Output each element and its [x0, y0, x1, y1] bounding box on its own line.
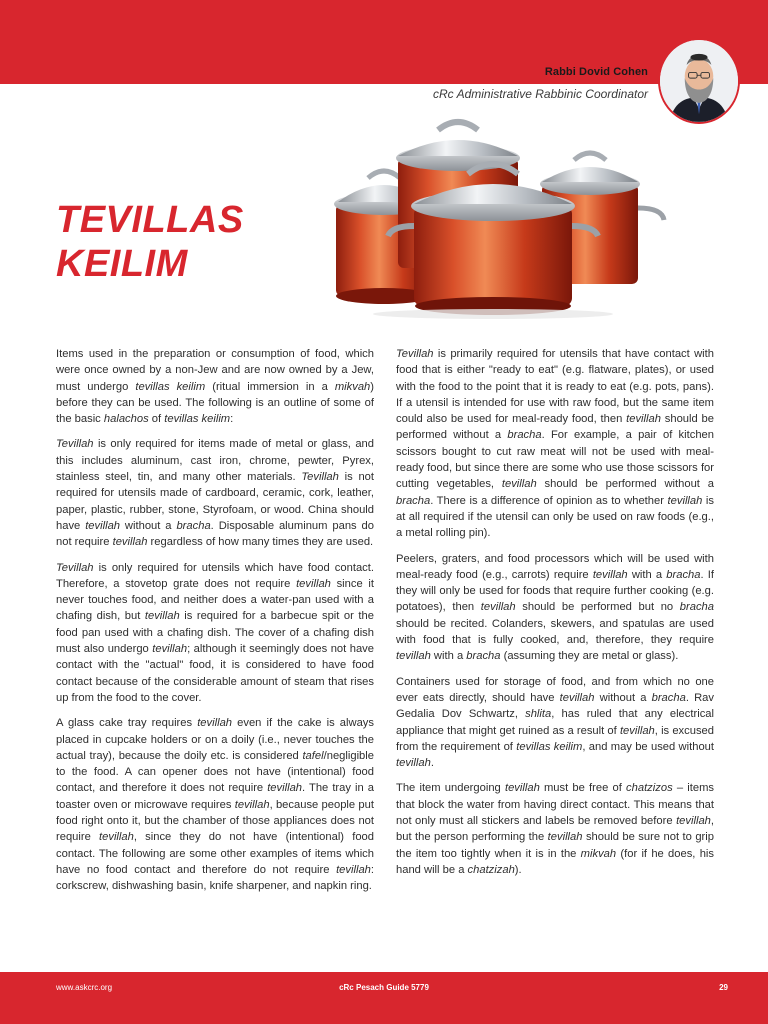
term: tevillah [197, 717, 233, 730]
text: (assuming they are metal or glass). [500, 650, 679, 663]
page-number: 29 [719, 983, 728, 992]
author-name: Rabbi Dovid Cohen [544, 66, 648, 78]
term: tevillah [234, 798, 270, 811]
term: tevillah [296, 577, 331, 590]
term: tevillah [85, 519, 121, 532]
text: , and may be used without [582, 740, 714, 753]
term: mikvah [334, 380, 371, 393]
article-column-right [396, 346, 714, 887]
paragraph-8 [396, 780, 714, 878]
term: tevillah [336, 863, 371, 876]
term: shlita [525, 708, 552, 721]
text: Items used in the preparation or consumption of food, which were once owned by a non-Jew and are now owned by a Jew, must undergo [56, 348, 374, 393]
text: Peelers, graters, and food processors which will be used with meal-ready food (e.g., carrots) require [396, 552, 714, 581]
text: should be performed but no [515, 601, 680, 614]
footer-band [0, 972, 768, 1024]
text: is required for a barbecue spit or the food pan used with a chafing dish. The cover of a chafing dish must also undergo [56, 610, 374, 656]
term: tevillah [396, 757, 431, 770]
term: tevillah [144, 610, 180, 623]
paragraph-5 [396, 346, 714, 542]
term: bracha [466, 650, 501, 663]
author-title: cRc Administrative Rabbinic Coordinator [433, 87, 648, 101]
term: bracha [651, 691, 686, 704]
text: since it never touches food, and neither does a water-pan used with a chafing dish, but [56, 577, 374, 623]
paragraph-6 [396, 551, 714, 665]
term: bracha [666, 568, 701, 581]
term: halachos [103, 413, 149, 426]
term: Tevillah [301, 471, 339, 484]
text: – items that block the water from having direct contact. This means that not only must all stickers and labels be removed before [396, 782, 714, 828]
term: bracha [396, 494, 431, 507]
text: : corkscrew, dishwashing basin, knife sharpener, and napkin ring. [56, 863, 374, 893]
text: . For example, a pair of kitchen scissors bought to cut raw meat will not be used with meal-ready food, but since there are some who use those scissors for cutting vegetables, [396, 429, 714, 491]
text: should be performed without a [536, 478, 714, 491]
text: . [430, 757, 434, 770]
text: is only required for utensils which have food contact. Therefore, a stovetop grate does not require [56, 561, 374, 590]
term: tevillah [504, 782, 540, 795]
term: tevillah [99, 831, 134, 844]
paragraph-7 [396, 674, 714, 772]
text: , but the person performing the [396, 815, 714, 844]
text: ; although it seemingly does not have contact with the "actual" food, it is considered to have food contact because of the considerable amount of steam that rises up from the food to the cover. [56, 643, 374, 704]
header-band [0, 0, 768, 84]
term: bracha [679, 601, 715, 614]
text: (for if he does, his hand will be a [396, 847, 714, 876]
text: : [230, 413, 234, 426]
text: with a [430, 650, 467, 663]
term: tevillah [676, 815, 711, 828]
term: tevillah [480, 601, 516, 614]
author-photo [658, 38, 740, 124]
term: tevillah [626, 413, 661, 426]
paragraph-2 [56, 436, 374, 550]
term: chatzizos [626, 782, 673, 795]
paragraph-3 [56, 560, 374, 707]
term: tevillah [592, 568, 628, 581]
cookware-photo [328, 108, 670, 320]
text: (ritual immersion in a [205, 380, 335, 393]
text: ) before they can be used. The following is an outline of some of the basic [56, 380, 374, 426]
text: . The tray in a toaster oven or microwave requires [56, 782, 374, 811]
article-title-line-2: KEILIM [56, 243, 188, 285]
text: . Disposable aluminum pans do not require [56, 519, 375, 549]
text: should be performed without a [396, 413, 714, 442]
text: , is excused from the requirement of [396, 724, 715, 753]
author-portrait-icon [660, 40, 738, 122]
term: tevillah [396, 650, 431, 663]
article-title [56, 198, 244, 286]
term: bracha [507, 429, 542, 442]
term: Tevillah [56, 438, 94, 451]
text: is at all required if the utensil can only be used on raw foods (e.g., a metal rolling pin). [396, 494, 714, 540]
footer-website-link[interactable]: www.askcrc.org [56, 983, 113, 992]
text: . There is a difference of opinion as to whether [430, 494, 668, 507]
text: , has ruled that any electrical appliance that might get ruined as a result of [396, 708, 714, 737]
term: tevillah [559, 691, 595, 704]
text: without a [120, 519, 177, 532]
term: chatzizah [467, 863, 515, 876]
author-byline [545, 66, 648, 78]
term: bracha [176, 519, 211, 532]
text: , since they do not have (intentional) food contact. The following are some other examples of items which have no food contact and therefore do not require [56, 831, 374, 876]
text: should be sure not to grip the item too tightly when it is in the [396, 831, 714, 860]
pots-icon [328, 108, 670, 320]
footer-publication: cRc Pesach Guide 5779 [339, 983, 429, 992]
text: should be recited. Colanders, skewers, and spatulas are used with food that is fully cooked, and, therefore, they require [396, 617, 714, 647]
text: even if the cake is always placed in cupcake holders or on a doily (i.e., never touches the actual tray), because the doily etc. is considered [56, 717, 374, 762]
term: mikvah [580, 847, 617, 860]
text: The item undergoing [396, 782, 505, 795]
text: with a [627, 568, 667, 581]
paragraph-4 [56, 715, 374, 894]
term: Tevillah [56, 561, 94, 574]
term: tevillah [152, 643, 188, 656]
text: . If they will only be used for foods that require further cooking (e.g. potatoes), then [396, 568, 714, 614]
paragraph-1 [56, 346, 374, 427]
article-column-left [56, 346, 374, 904]
term: tevillah [112, 536, 148, 549]
text: , because people put food right onto it, but the chamber of those appliances does not require [56, 798, 374, 844]
text: regardless of how many times they are used. [147, 536, 374, 549]
text: Containers used for storage of food, and from which no one ever eats directly, should have [396, 675, 714, 704]
text: of [148, 413, 165, 426]
term: tevillas keilim [164, 413, 231, 426]
term: tevillah [547, 831, 583, 844]
text: ). [514, 863, 522, 876]
term: tevillah [667, 494, 703, 507]
text: is primarily required for utensils that have contact with food that is either "ready to eat" (e.g. flatware, plates), or used with the food to the point that it is ready to eat (e.g. pots, pans). If a utensil is intended for use with raw food, but the same item could also be used for meal-ready food, then [396, 348, 714, 426]
article-title-line-1: TEVILLAS [56, 199, 244, 241]
text: is only required for items made of metal or glass, and this includes aluminum, cast iron, chrome, pewter, Pyrex, stainless steel, tin, and many other materials. [56, 438, 374, 484]
text: without a [594, 691, 652, 704]
term: tevillah [501, 478, 537, 491]
term: Tevillah [396, 348, 434, 360]
text: . Rav Gedalia Dov Schwartz, [396, 691, 714, 721]
text: must be free of [539, 782, 627, 795]
term: tafel [302, 749, 324, 762]
term: tevillah [619, 724, 655, 737]
term: tevillas keilim [516, 740, 583, 753]
text: A glass cake tray requires [56, 717, 198, 730]
term: tevillas keilim [135, 380, 206, 393]
text: /negligible to the food. A can opener does not have (intentional) food contact, and therefore it does not require [56, 749, 374, 795]
text: is not required for utensils made of cardboard, ceramic, cork, leather, paper, plastic, rubber, stone, Styrofoam, or wood. China should have [56, 471, 374, 532]
term: tevillah [267, 782, 303, 795]
